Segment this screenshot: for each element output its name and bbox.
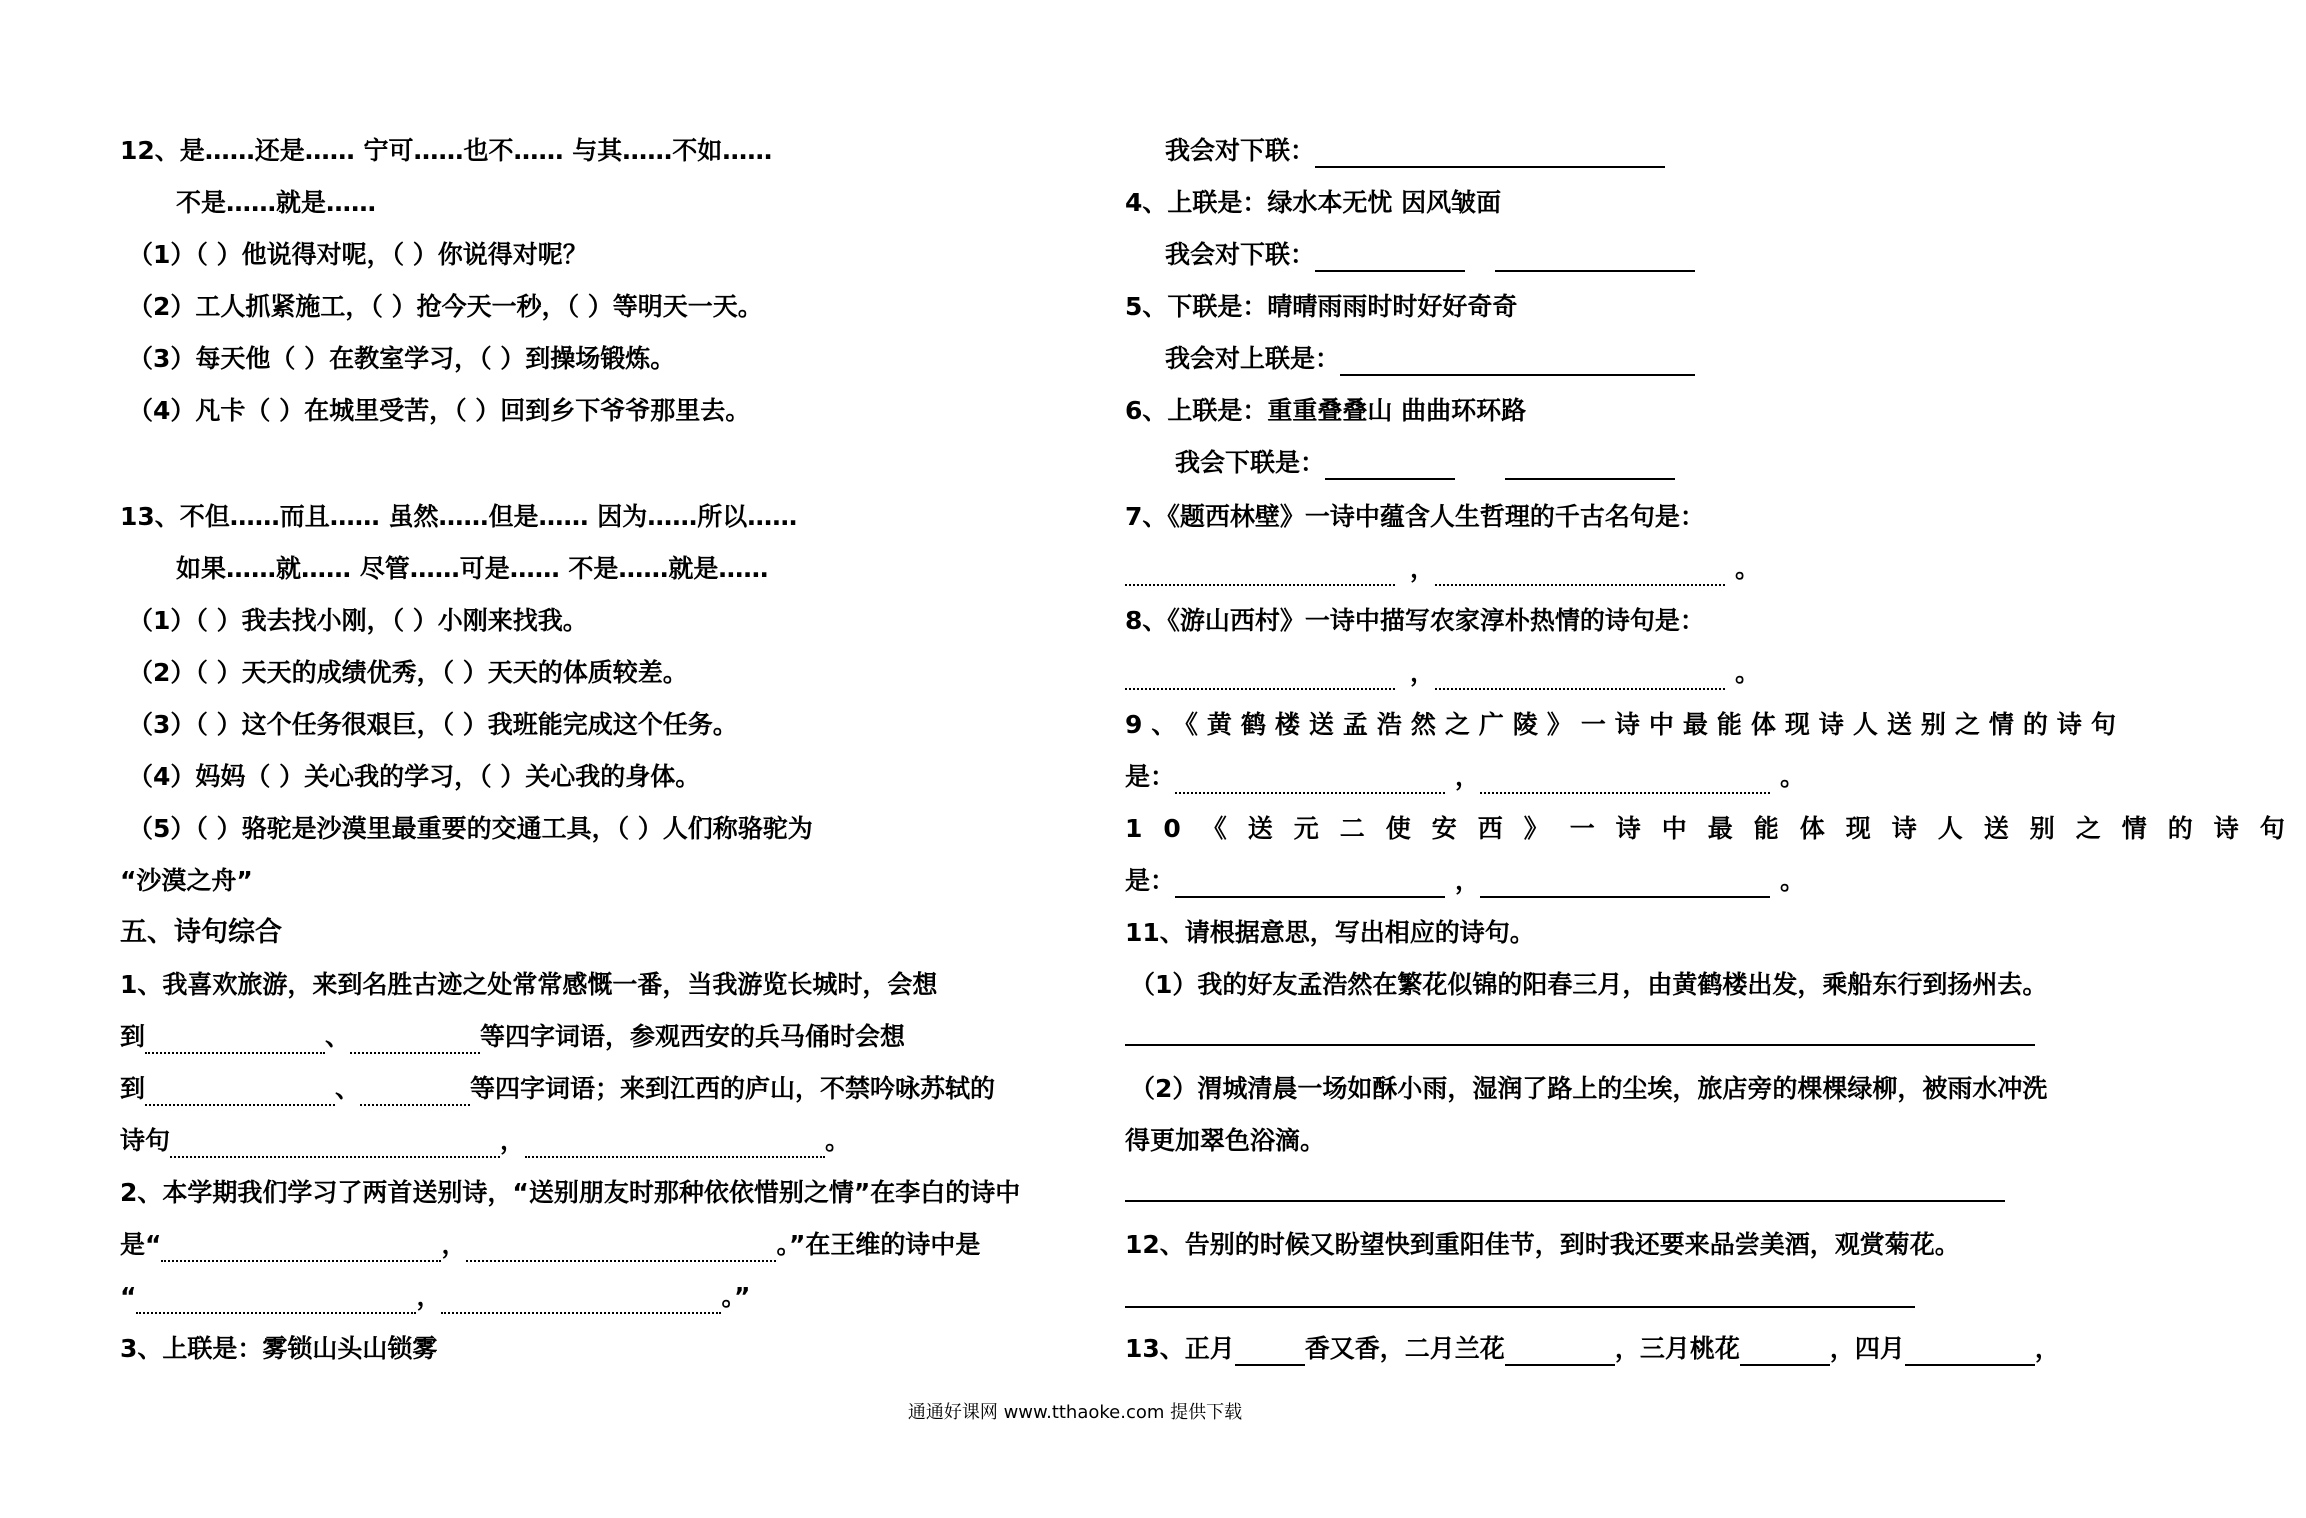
r-q4-answer-label: 我会对下联：	[1165, 240, 1316, 269]
period: 。	[825, 1126, 851, 1155]
blank-r-q13-3[interactable]	[1740, 1340, 1830, 1366]
r-q3-answer-label: 我会对下联：	[1165, 136, 1316, 165]
blank-r-q6-b[interactable]	[1505, 454, 1675, 480]
r-q12: 12、告别的时候又盼望快到重阳佳节，到时我还要来品尝美酒，观赏菊花。	[1125, 1230, 1960, 1259]
blank-r-q8-a[interactable]	[1125, 664, 1395, 690]
r-q13-c: ，三月桃花	[1614, 1334, 1740, 1363]
r-q3-answer-line	[1165, 134, 1665, 168]
s5-q2-line2-prefix: 是“	[120, 1230, 162, 1259]
r-q4: 4、上联是：绿水本无忧 因风皱面	[1125, 188, 1502, 217]
r-q5: 5、下联是：晴晴雨雨时时好好奇奇	[1125, 292, 1518, 321]
blank-r-q3[interactable]	[1315, 142, 1665, 168]
r-q5-answer-line	[1165, 342, 1695, 376]
s5-q1-line1: 1、我喜欢旅游，来到名胜古迹之处常常感慨一番，当我游览长城时，会想	[120, 970, 938, 999]
q13-item-1: （1）（ ）我去找小刚，（ ）小刚来找我。	[128, 606, 588, 635]
blank-poem-2[interactable]	[525, 1132, 825, 1158]
s5-q2-line3	[120, 1280, 750, 1314]
blank-idiom-4[interactable]	[360, 1080, 470, 1106]
blank-r-q8-b[interactable]	[1435, 664, 1725, 690]
answer-line-r-q11-1[interactable]	[1125, 1044, 2035, 1046]
s5-q1-line4-prefix: 诗句	[120, 1126, 171, 1155]
blank-r-q4-b[interactable]	[1495, 246, 1695, 272]
q12-item-1: （1）（ ）他说得对呢，（ ）你说得对呢？	[128, 240, 588, 269]
period: 。	[1780, 762, 1806, 791]
blank-r-q4-a[interactable]	[1315, 246, 1465, 272]
footer-source: 通通好课网 www.tthaoke.com 提供下载	[907, 1402, 1243, 1423]
blank-idiom-2[interactable]	[350, 1028, 480, 1054]
r-q13-b: 香又香，二月兰花	[1304, 1334, 1505, 1363]
s5-q3: 3、上联是：雾锁山头山锁雾	[120, 1334, 438, 1363]
blank-poem-1[interactable]	[170, 1132, 500, 1158]
sep: 、	[335, 1074, 361, 1103]
s5-q1-line4	[120, 1124, 850, 1158]
r-q11-2-line2: 得更加翠色浴滴。	[1125, 1126, 1326, 1155]
s5-q1-line2	[120, 1020, 905, 1054]
s5-q1-line3-prefix: 到	[120, 1074, 146, 1103]
blank-r-q9-b[interactable]	[1480, 768, 1770, 794]
blank-idiom-3[interactable]	[145, 1080, 335, 1106]
q12-item-2: （2）工人抓紧施工，（ ）抢今天一秒，（ ）等明天一天。	[128, 292, 763, 321]
r-q10-line2-prefix: 是：	[1125, 866, 1176, 895]
answer-line-r-q11-2[interactable]	[1125, 1200, 2005, 1202]
r-q6-answer-label: 我会下联是：	[1175, 448, 1326, 477]
period: 。	[1780, 866, 1806, 895]
s5-q1-line3-suffix: 等四字词语；来到江西的庐山，不禁吟咏苏轼的	[470, 1074, 996, 1103]
q12-title: 12、是……还是…… 宁可……也不…… 与其……不如……	[120, 136, 773, 165]
answer-line-r-q12[interactable]	[1125, 1306, 1915, 1308]
r-q6: 6、上联是：重重叠叠山 曲曲环环路	[1125, 396, 1527, 425]
r-q9-line2	[1125, 760, 1805, 794]
quote-open: “	[120, 1282, 137, 1311]
q13-item-5: （5）（ ）骆驼是沙漠里最重要的交通工具，（ ）人们称骆驼为	[128, 814, 813, 843]
r-q7: 7、《题西林壁》一诗中蕴含人生哲理的千古名句是：	[1125, 502, 1705, 531]
s5-q2-line2	[120, 1228, 980, 1262]
q12-item-3: （3）每天他（ ）在教室学习，（ ）到操场锻炼。	[128, 344, 676, 373]
blank-wangwei-1[interactable]	[136, 1288, 416, 1314]
r-q11-1: （1）我的好友孟浩然在繁花似锦的阳春三月，由黄鹤楼出发，乘船东行到扬州去。	[1130, 970, 2048, 999]
blank-r-q7-a[interactable]	[1125, 560, 1395, 586]
r-q7-blanks	[1125, 552, 1760, 586]
r-q11: 11、请根据意思，写出相应的诗句。	[1125, 918, 1535, 947]
r-q9-line2-prefix: 是：	[1125, 762, 1176, 791]
r-q8: 8、《游山西村》一诗中描写农家淳朴热情的诗句是：	[1125, 606, 1705, 635]
blank-r-q6-a[interactable]	[1325, 454, 1455, 480]
comma: ，	[1410, 554, 1436, 583]
r-q4-answer-line	[1165, 238, 1695, 272]
blank-libai-2[interactable]	[466, 1236, 776, 1262]
s5-q1-line2-prefix: 到	[120, 1022, 146, 1051]
comma: ，	[1455, 762, 1481, 791]
blank-r-q5[interactable]	[1340, 350, 1695, 376]
s5-q1-line3	[120, 1072, 995, 1106]
r-q13	[1125, 1332, 2060, 1366]
period: 。	[1735, 554, 1761, 583]
section-5-title: 五、诗句综合	[120, 917, 282, 948]
q13-subtitle: 如果……就…… 尽管……可是…… 不是……就是……	[176, 554, 769, 583]
r-q5-answer-label: 我会对上联是：	[1165, 344, 1341, 373]
r-q13-e: ，	[2034, 1334, 2060, 1363]
q13-item-2: （2）（ ）天天的成绩优秀，（ ）天天的体质较差。	[128, 658, 688, 687]
blank-r-q9-a[interactable]	[1175, 768, 1445, 794]
r-q13-a: 13、正月	[1125, 1334, 1235, 1363]
comma: ，	[416, 1282, 442, 1311]
blank-r-q13-4[interactable]	[1905, 1340, 2035, 1366]
q12-subtitle: 不是……就是……	[176, 188, 377, 217]
r-q11-2-line1: （2）渭城清晨一场如酥小雨，湿润了路上的尘埃，旅店旁的棵棵绿柳，被雨水冲洗	[1130, 1074, 2048, 1103]
blank-r-q13-2[interactable]	[1505, 1340, 1615, 1366]
period: 。	[1735, 658, 1761, 687]
comma: ，	[1455, 866, 1481, 895]
blank-idiom-1[interactable]	[145, 1028, 325, 1054]
r-q10-line2	[1125, 864, 1805, 898]
blank-r-q7-b[interactable]	[1435, 560, 1725, 586]
q13-item-3: （3）（ ）这个任务很艰巨，（ ）我班能完成这个任务。	[128, 710, 738, 739]
r-q6-answer-line	[1175, 446, 1675, 480]
quote-close: 。”	[721, 1282, 751, 1311]
s5-q1-line2-suffix: 等四字词语，参观西安的兵马俑时会想	[480, 1022, 906, 1051]
r-q9-line1: 9、《黄鹤楼送孟浩然之广陵》一诗中最能体现诗人送别之情的诗句	[1125, 710, 2125, 739]
blank-r-q10-a[interactable]	[1175, 872, 1445, 898]
comma: ，	[500, 1126, 526, 1155]
sep: 、	[325, 1022, 351, 1051]
s5-q2-line2-suffix: 。”在王维的诗中是	[776, 1230, 981, 1259]
blank-libai-1[interactable]	[161, 1236, 441, 1262]
blank-wangwei-2[interactable]	[441, 1288, 721, 1314]
q13-title: 13、不但……而且…… 虽然……但是…… 因为……所以……	[120, 502, 798, 531]
q12-item-4: （4）凡卡（ ）在城里受苦，（ ）回到乡下爷爷那里去。	[128, 396, 751, 425]
r-q8-blanks	[1125, 656, 1760, 690]
comma: ，	[1410, 658, 1436, 687]
r-q13-d: ，四月	[1829, 1334, 1905, 1363]
q13-item-5-cont: “沙漠之舟”	[120, 866, 253, 895]
comma: ，	[441, 1230, 467, 1259]
blank-r-q10-b[interactable]	[1480, 872, 1770, 898]
r-q10-line1: 10《送元二使安西》一诗中最能体现诗人送别之情的诗句	[1125, 814, 2306, 843]
s5-q2-line1: 2、本学期我们学习了两首送别诗，“送别朋友时那种依依惜别之情”在李白的诗中	[120, 1178, 1021, 1207]
q13-item-4: （4）妈妈（ ）关心我的学习，（ ）关心我的身体。	[128, 762, 701, 791]
blank-r-q13-1[interactable]	[1235, 1340, 1305, 1366]
